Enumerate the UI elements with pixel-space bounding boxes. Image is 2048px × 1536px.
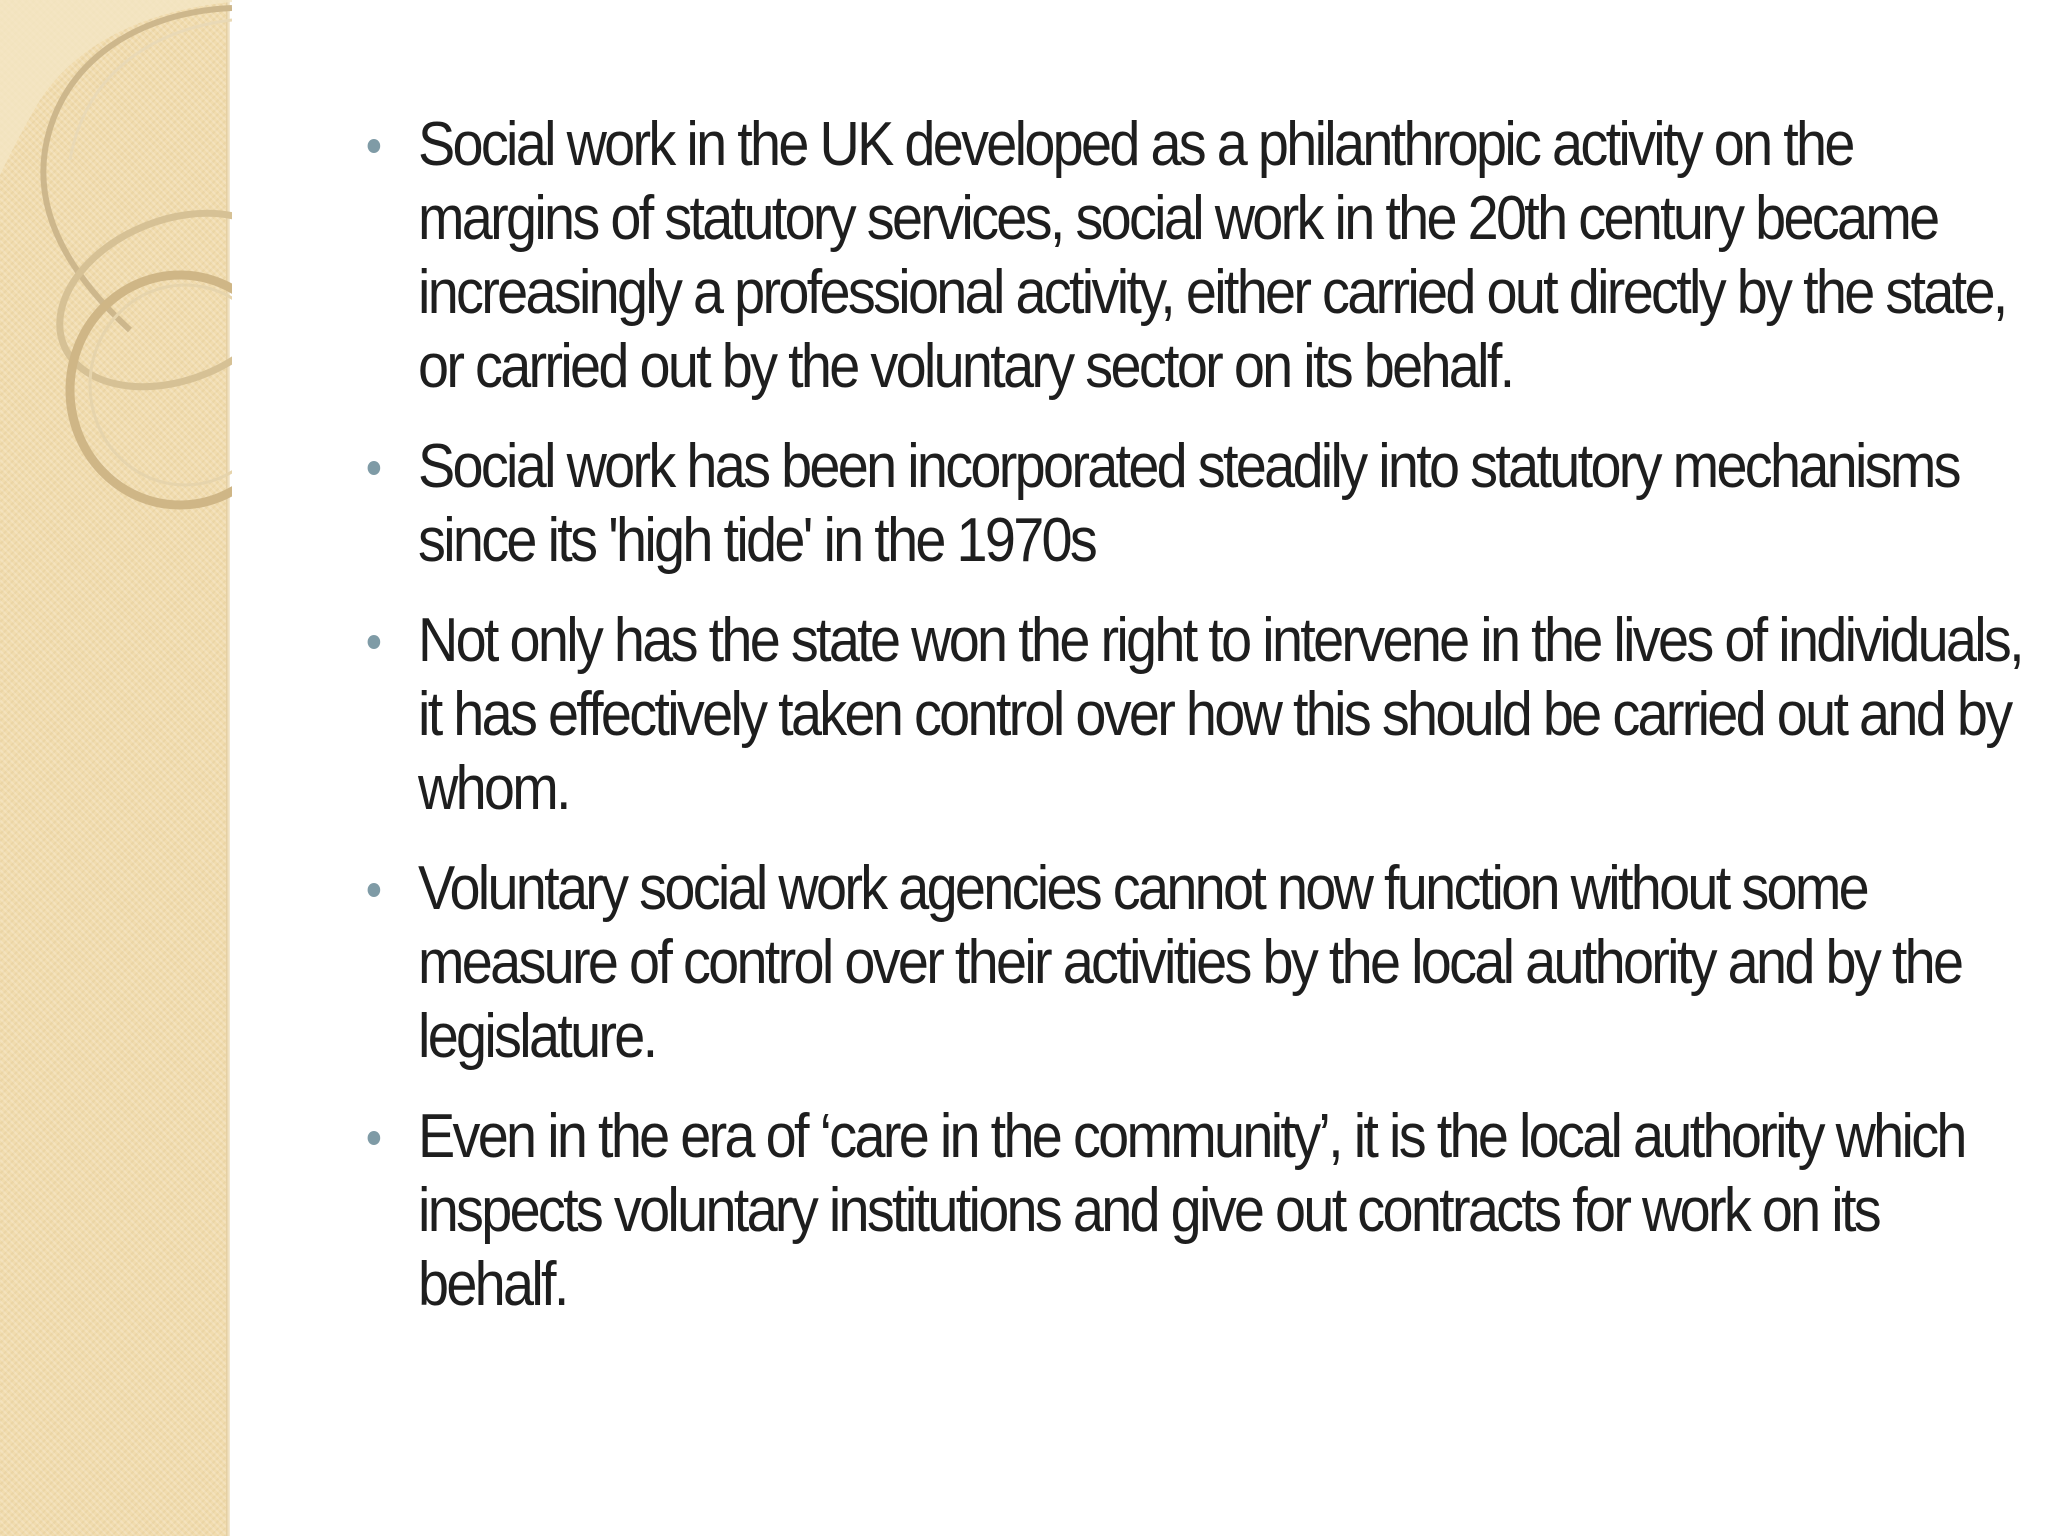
bullet-item [355,852,2038,1074]
bullet-dot-icon [368,1131,381,1145]
bullet-list [355,108,2022,1322]
bullet-dot-icon [368,635,381,649]
slide-content [355,108,2022,1348]
bullet-item [355,1100,2038,1322]
bullet-text: Not only has the state won the right to intervene in the lives of individuals, it has effectively taken control over how this should be carried out and by whom. [418,606,2022,823]
bullet-dot-icon [368,139,381,153]
bullet-text: Social work has been incorporated steadily into statutory mechanisms since its 'high tide' in the 1970s [418,432,1959,575]
bullet-text: Social work in the UK developed as a philanthropic activity on the margins of statutory services, social work in the 20th century became increasingly a professional activity, either carried out directly by the state, or carried out by the voluntary sector on its behalf. [418,110,2006,401]
decorative-rings-icon [0,0,232,560]
bullet-dot-icon [368,461,381,475]
bullet-text: Voluntary social work agencies cannot now function without some measure of control over their activities by the local authority and by the legislature. [418,854,1962,1071]
bullet-dot-icon [368,883,381,897]
bullet-text: Even in the era of ‘care in the community’, it is the local authority which inspects voluntary institutions and give out contracts for work on its behalf. [418,1102,1965,1319]
bullet-item [355,430,2038,578]
bullet-item [355,108,2038,404]
bullet-item [355,604,2038,826]
